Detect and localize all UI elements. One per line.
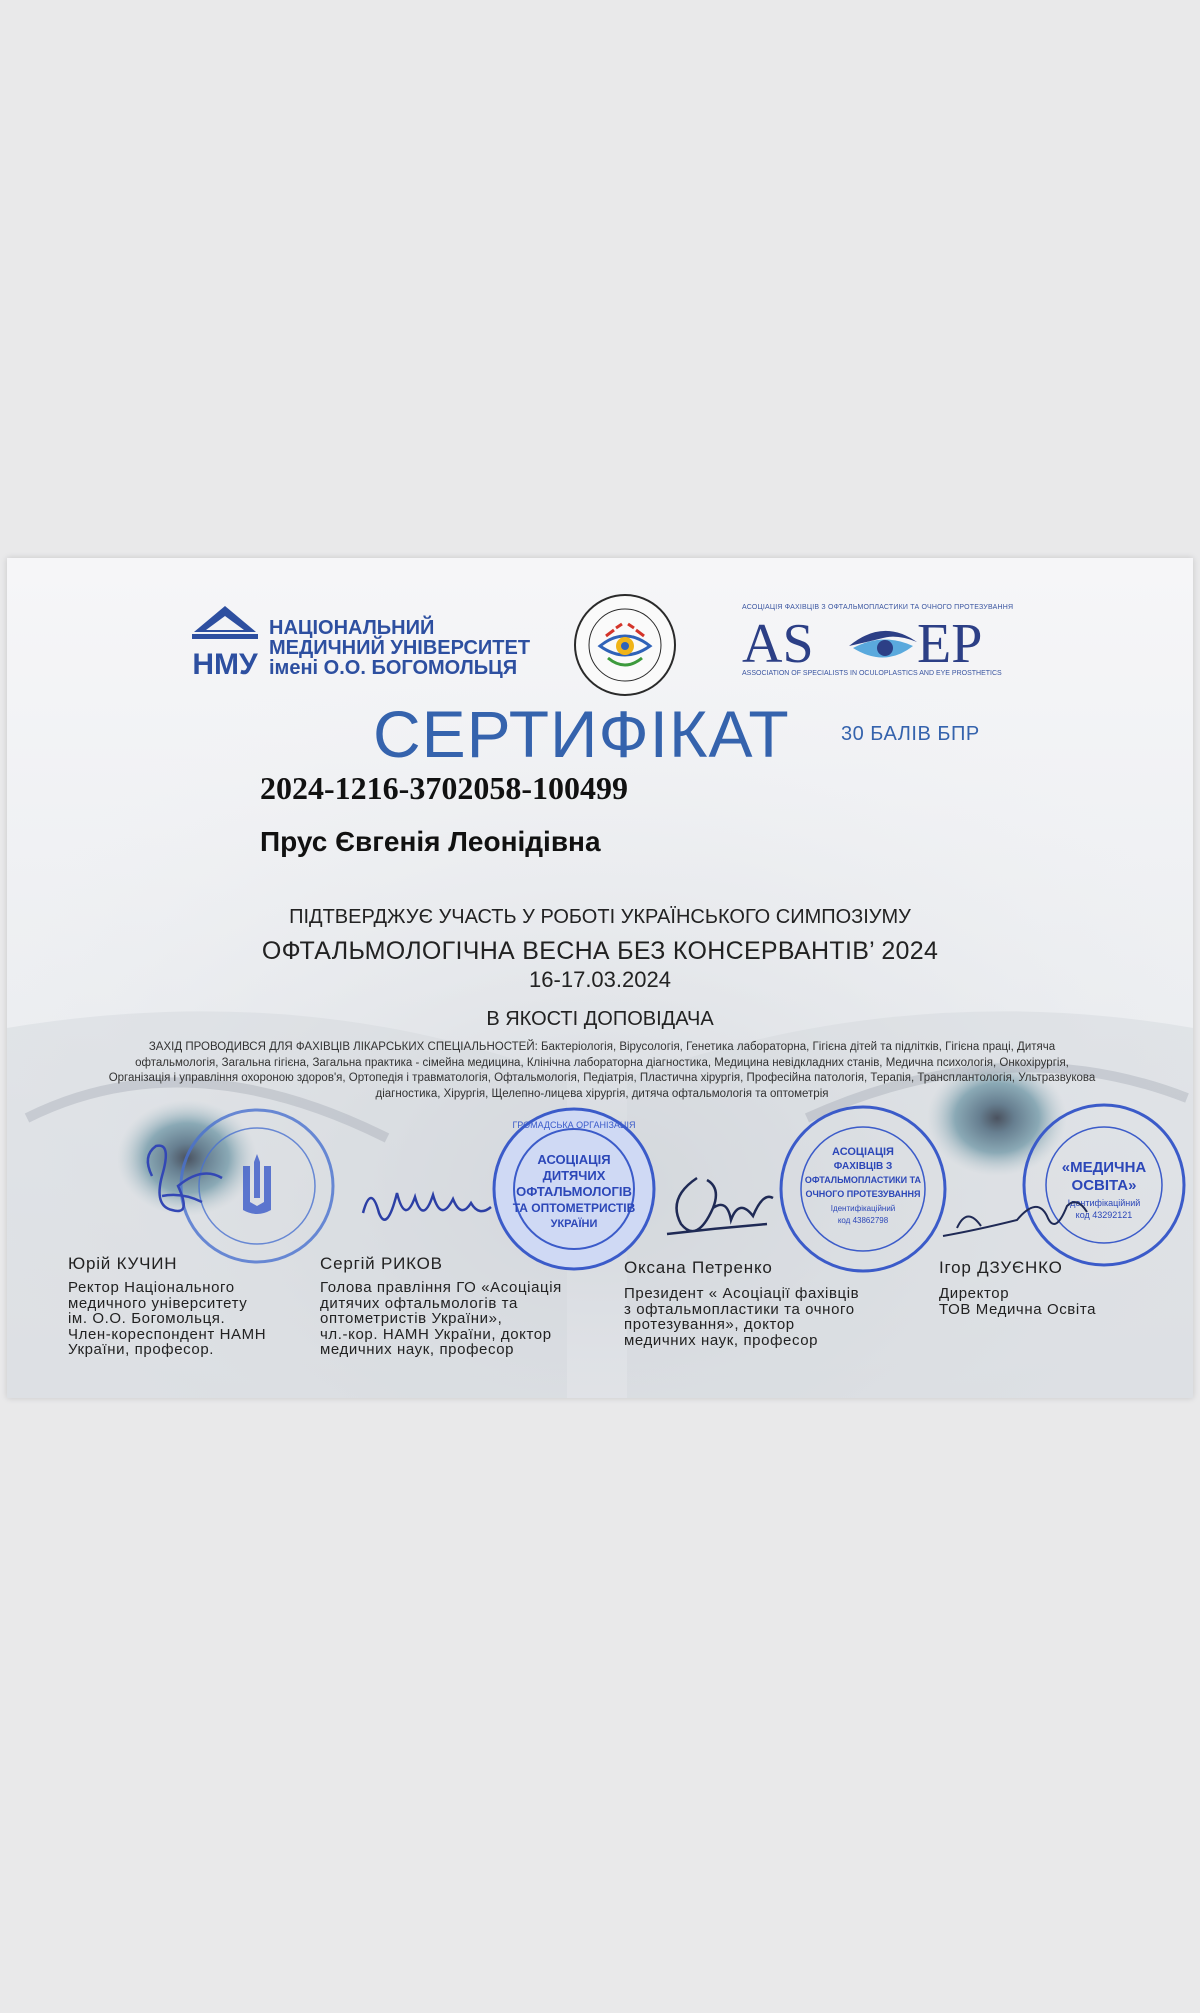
stamp2-line-5: Ідентифікаційний <box>830 1204 896 1213</box>
certificate-title: СЕРТИФІКАТ <box>373 697 790 771</box>
nmu-logo-icon <box>190 604 260 684</box>
stamp2-line-1: АСОЦІАЦІЯ <box>832 1146 894 1158</box>
signatory-dzuienko <box>939 1258 1179 1317</box>
signatory-role: Голова правління ГО «Асоціація дитячих офтальмологів та оптометристів України», чл.-кор. НАМН України, доктор медичних наук, професор <box>320 1279 562 1358</box>
stamp1-line-2: ДИТЯЧИХ <box>542 1168 606 1183</box>
signatory-rykov <box>320 1254 620 1358</box>
stamp2-line-3: ОФТАЛЬМОПЛАСТИКИ ТА <box>804 1175 922 1185</box>
nmu-line-2: МЕДИЧНИЙ УНІВЕРСИТЕТ <box>269 637 531 659</box>
event-name: ОФТАЛЬМОЛОГІЧНА ВЕСНА БЕЗ КОНСЕРВАНТІВ’ 2024 <box>261 937 939 965</box>
signatory-role: Президент « Асоціації фахівців з офтальмопластики та очного протезування», доктор медичних наук, професор <box>624 1285 860 1349</box>
stamp3-line-2: ОСВІТА» <box>1071 1177 1137 1194</box>
participation-confirmation: ПІДТВЕРДЖУЄ УЧАСТЬ У РОБОТІ УКРАЇНСЬКОГО СИМПОЗІУМУ <box>289 906 911 928</box>
asoep-as-text: AS <box>742 613 814 675</box>
signatory-name: Ігор ДЗУЄНКО <box>939 1258 1063 1277</box>
stamp3-line-3: Ідентифікаційний <box>1067 1198 1141 1208</box>
asoep-bottom-text: ASSOCIATION OF SPECIALISTS IN OCULOPLASTICS AND EYE PROSTHETICS <box>742 670 1002 677</box>
stamp1-line-3: ОФТАЛЬМОЛОГІВ <box>516 1184 632 1199</box>
signature-rykov-icon <box>357 1173 497 1243</box>
event-dates: 16-17.03.2024 <box>529 967 671 992</box>
asoep-top-text: АСОЦІАЦІЯ ФАХІВЦІВ З ОФТАЛЬМОПЛАСТИКИ ТА ОЧНОГО ПРОТЕЗУВАННЯ <box>742 604 1014 611</box>
stamp1-line-5: УКРАЇНИ <box>550 1218 598 1230</box>
ophthalmoplasty-association-stamp-icon <box>777 1103 949 1275</box>
stamp2-line-2: ФАХІВЦІВ З <box>833 1161 893 1172</box>
stamp2-line-6: код 43862798 <box>837 1216 889 1225</box>
participant-role: В ЯКОСТІ ДОПОВІДАЧА <box>486 1008 714 1030</box>
signatory-role: Ректор Національного медичного університету ім. О.О. Богомольця. Член-кореспондент НАМН України, професор. <box>68 1279 267 1358</box>
stamp1-line-1: АСОЦІАЦІЯ <box>537 1152 611 1167</box>
stamp1-ring-text: ГРОМАДСЬКА ОРГАНІЗАЦІЯ <box>512 1120 636 1130</box>
certificate <box>7 558 1193 1398</box>
signature-kuchyn-icon <box>132 1136 242 1236</box>
stamp2-line-4: ОЧНОГО ПРОТЕЗУВАННЯ <box>805 1189 921 1199</box>
signatory-name: Оксана Петренко <box>624 1258 773 1277</box>
stamp1-line-4: ТА ОПТОМЕТРИСТІВ <box>512 1201 636 1215</box>
nmu-monogram: НМУ <box>192 648 258 681</box>
signatory-kuchyn <box>68 1254 308 1358</box>
signatory-role: Директор ТОВ Медична Освіта <box>939 1285 1097 1318</box>
cpd-points: 30 БАЛІВ БПР <box>841 723 980 745</box>
eye-logo-icon <box>847 622 919 666</box>
asoep-ep-text: EP <box>917 613 983 675</box>
signatory-name: Сергій РИКОВ <box>320 1254 443 1273</box>
signatory-petrenko <box>624 1258 924 1348</box>
stamp3-line-1: «МЕДИЧНА <box>1061 1159 1147 1176</box>
recipient-name: Прус Євгенія Леонідівна <box>260 826 601 857</box>
stamp3-line-4: код 43292121 <box>1075 1210 1133 1220</box>
signature-petrenko-icon <box>657 1158 777 1248</box>
association-children-ophthalmologists-stamp-icon <box>491 1106 657 1272</box>
signatory-name: Юрій КУЧИН <box>68 1254 178 1273</box>
certificate-number: 2024-1216-3702058-100499 <box>260 770 628 806</box>
signature-dzuienko-icon <box>937 1176 1097 1256</box>
children-ophthalmology-association-logo-icon <box>572 592 678 698</box>
nmu-line-3: імені О.О. БОГОМОЛЬЦЯ <box>269 657 518 679</box>
nmu-logo-text <box>269 618 530 678</box>
nmu-line-1: НАЦІОНАЛЬНИЙ <box>269 617 435 639</box>
specialties-list: ЗАХІД ПРОВОДИВСЯ ДЛЯ ФАХІВЦІВ ЛІКАРСЬКИХ СПЕЦІАЛЬНОСТЕЙ: Бактеріологія, Вірусологія, Генетика лабораторна, Гігієна дітей та підлітків, Гігієна праці, Дитяча офтальмологія, Загальна гігієна, Загальна практика - сімейна медицина, Клінічна лабораторна діагностика, Медицина невідкладних станів, Медична психологія, Онкохірургія, Організація і управління охороною здоров'я, Ортопедія і травматологія, Офтальмологія, Педіатрія, Пластична хірургія, Професійна патологія, Терапія, Трансплантологія, Ультразвукова діагностика, Хірургія, Щелепно-лицева хірургія, дитяча офтальмологія та оптометрія <box>108 1041 1096 1100</box>
